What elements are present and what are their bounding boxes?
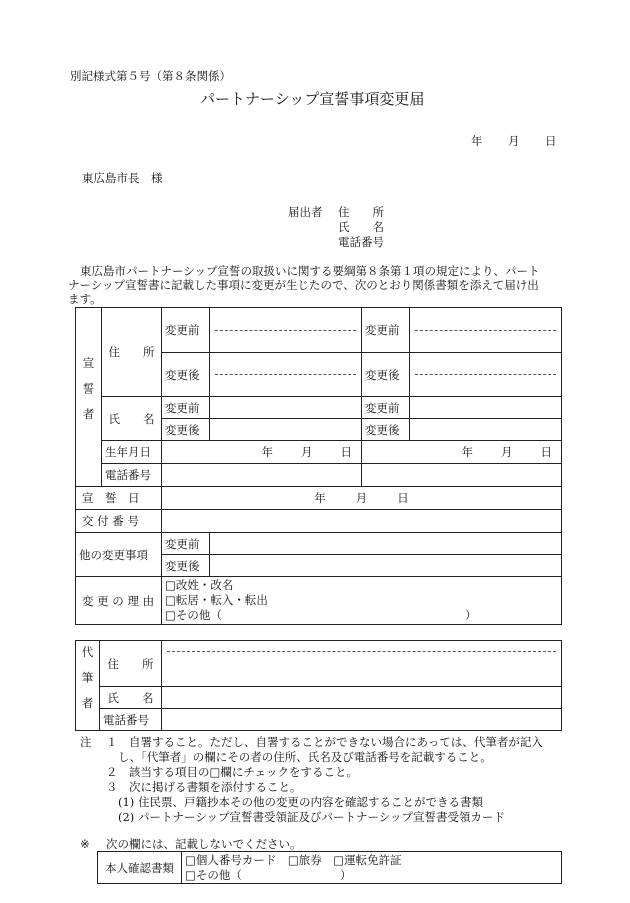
date-year-label: 年 [471,134,483,148]
intro-line-3: ます。 [68,292,102,306]
other-before-value[interactable] [210,533,562,555]
address-label: 住 所 [102,308,162,397]
address-after-1[interactable] [210,353,362,397]
phone-1[interactable] [162,464,362,487]
agent-address-label: 住 所 [100,641,162,687]
address-before-label-2: 変更前 [362,308,410,353]
office-table [97,851,562,884]
addressee: 東広島市長 様 [82,171,163,185]
birthdate-2[interactable] [362,441,562,464]
birthdate-label: 生年月日 [102,441,162,464]
intro-line-2: ナーシップ宣誓書に記載した事項に変更が生じたので、次のとおり関係書類を添えて届け出 [68,278,539,292]
agent-address-value[interactable] [162,641,562,687]
submitter-address-label: 住 所 [338,205,384,219]
other-after-label: 変更後 [162,555,210,577]
agent-label: 代筆者 [76,641,100,731]
name-before-2[interactable] [410,397,562,419]
name-before-1[interactable] [210,397,362,419]
submitter-phone-label: 電話番号 [338,235,384,249]
oath-date-value[interactable] [162,487,562,510]
agent-phone-label: 電話番号 [100,709,162,731]
address-after-label: 変更後 [162,353,210,397]
id-docs-options [182,852,562,884]
id-docs-label: 本人確認書類 [98,852,182,884]
id-docs-other-label: □その他（ [185,867,242,882]
reason-move[interactable]: □転居・転入・転出 [165,593,268,607]
main-table [75,307,562,625]
address-before-label: 変更前 [162,308,210,353]
address-after-2[interactable] [410,353,562,397]
intro-line-1: 東広島市パートナーシップ宣誓の取扱いに関する要綱第８条第１項の規定により、パート [80,264,540,278]
agent-phone-value[interactable] [162,709,562,731]
name-after-label: 変更後 [162,419,210,441]
agent-table [75,640,562,731]
birthdate-2-day: 日 [540,445,552,459]
other-after-value[interactable] [210,555,562,577]
note-3: ３ 次に掲げる書類を添付すること。 [106,780,302,794]
birthdate-1-day: 日 [340,445,352,459]
birthdate-1-year: 年 [261,445,273,459]
id-docs-other-close: ） [340,867,352,882]
name-label: 氏 名 [102,397,162,441]
note-1-line-1: １ 自署すること。ただし、自署することができない場合にあっては、代筆者が記入 [106,735,543,749]
oath-date-year: 年 [314,491,326,505]
reason-name-change[interactable]: □改姓・改名 [165,578,234,592]
oath-person-label: 宣誓者 [76,308,102,487]
oath-date-month: 月 [355,491,368,505]
other-before-label: 変更前 [162,533,210,555]
agent-name-value[interactable] [162,687,562,709]
issue-number-label: 交 付 番 号 [76,510,162,533]
reason-other-label: □その他（ [165,608,222,622]
notes-label: 注 [80,735,92,749]
name-before-label: 変更前 [162,397,210,419]
note-2: ２ 該当する項目の□欄にチェックをすること。 [106,765,359,779]
birthdate-1[interactable] [162,441,362,464]
form-title: パートナーシップ宣誓事項変更届 [200,90,425,108]
reason-other-close: ） [465,608,477,622]
name-after-1[interactable] [210,419,362,441]
name-before-label-2: 変更前 [362,397,410,419]
oath-date-label: 宣 誓 日 [76,487,162,510]
date-month-label: 月 [508,134,520,148]
agent-name-label: 氏 名 [100,687,162,709]
intro-paragraph [68,264,540,306]
note-3-2: (2) パートナーシップ宣誓書受領証及びパートナーシップ宣誓書受領カード [118,810,506,824]
reason-options [162,577,562,625]
phone-label: 電話番号 [102,464,162,487]
id-docs-options-line-1[interactable]: □個人番号カード □旅券 □運転免許証 [185,852,402,867]
submitter-label: 届出者 [288,205,323,219]
office-mark: ※ [80,837,90,851]
birthdate-1-month: 月 [301,445,313,459]
oath-date-day: 日 [397,491,409,505]
birthdate-2-month: 月 [501,445,513,459]
address-after-label-2: 変更後 [362,353,410,397]
name-after-2[interactable] [410,419,562,441]
issue-number-value[interactable] [162,510,562,533]
address-before-2[interactable] [410,308,562,353]
name-after-label-2: 変更後 [362,419,410,441]
reason-other[interactable] [165,608,558,623]
submitter-name-label: 氏 名 [338,220,384,234]
phone-2[interactable] [362,464,562,487]
other-changes-label: 他の変更事項 [76,533,162,577]
date-day-label: 日 [545,134,557,148]
address-before-1[interactable] [210,308,362,353]
form-reference: 別記様式第５号（第８条関係） [70,69,231,83]
birthdate-2-year: 年 [461,445,473,459]
note-3-1: (1) 住民票、戸籍抄本その他の変更の内容を確認することができる書類 [118,795,483,809]
office-instruction: 次の欄には、記載しないでください。 [106,837,302,851]
reason-label: 変 更 の 理 由 [76,577,162,625]
note-1-line-2: し、「代筆者」の欄にその者の住所、氏名及び電話番号を記載すること。 [118,750,492,764]
id-docs-other[interactable] [185,868,558,883]
